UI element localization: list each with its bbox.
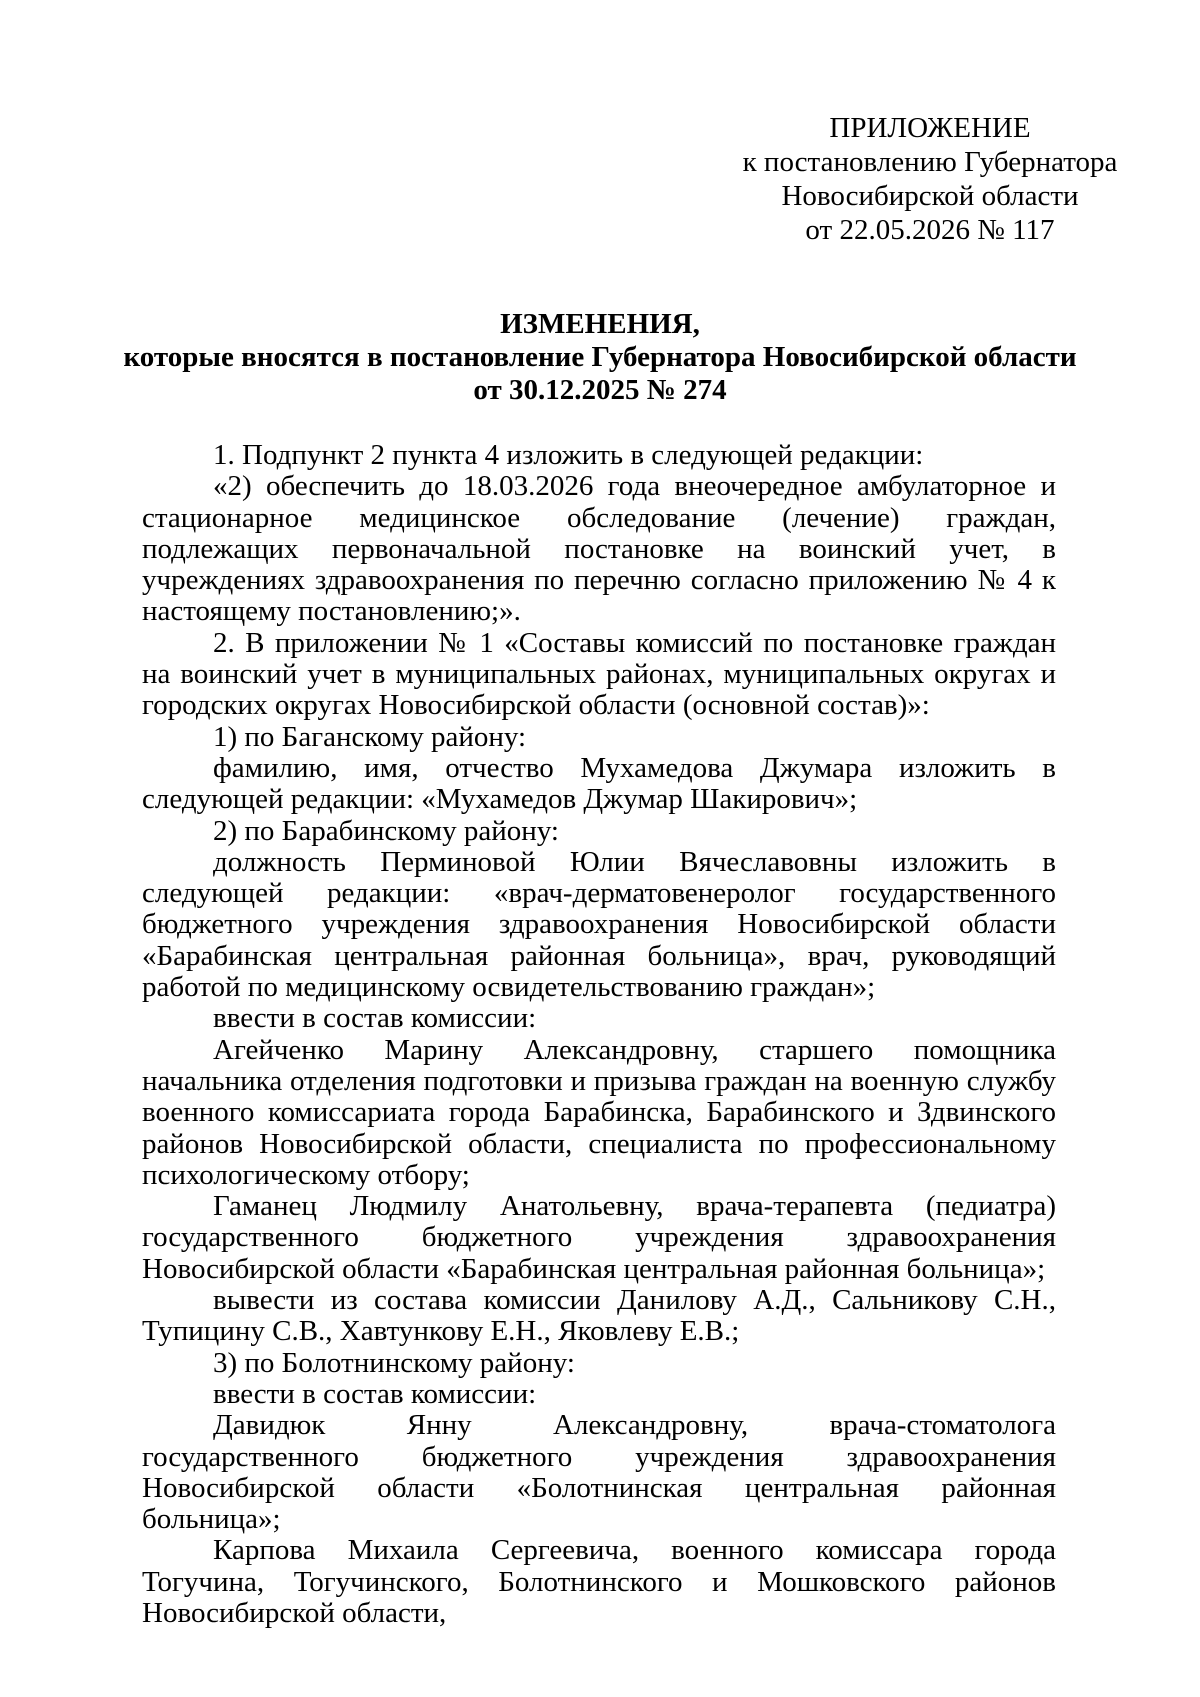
title-date-number: от 30.12.2025 № 274 [473,374,727,406]
paragraph: ввести в состав комиссии: [213,1377,537,1410]
annex-date-number: от 22.05.2026 № 117 [805,214,1055,246]
paragraph: ввести в состав комиссии: [213,1002,537,1035]
paragraph: 3) по Болотнинскому району: [213,1346,575,1379]
document-title [0,308,1200,407]
paragraph: Карпова Михаила Сергеевича, военного комиссара города Тогучина, Тогучинского, Болотнинского и Мошковского районов Новосибирской области, [142,1534,1056,1629]
paragraph: 2) по Барабинскому району: [213,814,559,847]
annex-region: Новосибирской области [781,180,1079,212]
title-heading: ИЗМЕНЕНИЯ, [500,308,700,340]
paragraph: Давидюк Янну Александровну, врача-стоматолога государственного бюджетного учреждения здравоохранения Новосибирской области «Болотнинская центральная районная больница»; [142,1409,1056,1536]
paragraph: 1. Подпункт 2 пункта 4 изложить в следующей редакции: [213,439,924,471]
paragraph: должность Перминовой Юлии Вячеславовны изложить в следующей редакции: «врач-дерматовенеролог государственного бюджетного учреждения здравоохранения Новосибирской области «Барабинская центральная районная больница», врач, руководящий работой по медицинскому освидетельствованию граждан»; [142,845,1056,1004]
annex-header [740,111,1120,247]
document-body [142,440,1056,1629]
annex-reference: к постановлению Губернатора [742,146,1118,178]
paragraph: вывести из состава комиссии Данилову А.Д., Сальникову С.Н., Тупицину С.В., Хавтункову Е.Н., Яковлеву Е.В.; [142,1284,1056,1348]
paragraph: «2) обеспечить до 18.03.2026 года внеочередное амбулаторное и стационарное медицинское обследование (лечение) граждан, подлежащих первоначальной постановке на воинский учет, в учреждениях здравоохранения по перечню согласно приложению № 4 к настоящему постановлению;». [142,470,1056,628]
paragraph: Агейченко Марину Александровну, старшего помощника начальника отделения подготовки и призыва граждан на военную службу военного комиссариата города Барабинска, Барабинского и Здвинского районов Новосибирской области, специалиста по профессиональному психологическому отбору; [142,1033,1056,1191]
title-subheading: которые вносятся в постановление Губернатора Новосибирской области [123,341,1077,373]
paragraph: фамилию, имя, отчество Мухамедова Джумара изложить в следующей редакции: «Мухамедов Джумар Шакирович»; [142,751,1056,816]
paragraph: 2. В приложении № 1 «Составы комиссий по постановке граждан на воинский учет в муниципальных районах, муниципальных округах и городских округах Новосибирской области (основной состав)»: [142,626,1056,722]
paragraph: 1) по Баганскому району: [213,720,527,753]
annex-label: ПРИЛОЖЕНИЕ [829,112,1031,144]
paragraph: Гаманец Людмилу Анатольевну, врача-терапевта (педиатра) государственного бюджетного учреждения здравоохранения Новосибирской области «Барабинская центральная районная больница»; [142,1190,1056,1285]
